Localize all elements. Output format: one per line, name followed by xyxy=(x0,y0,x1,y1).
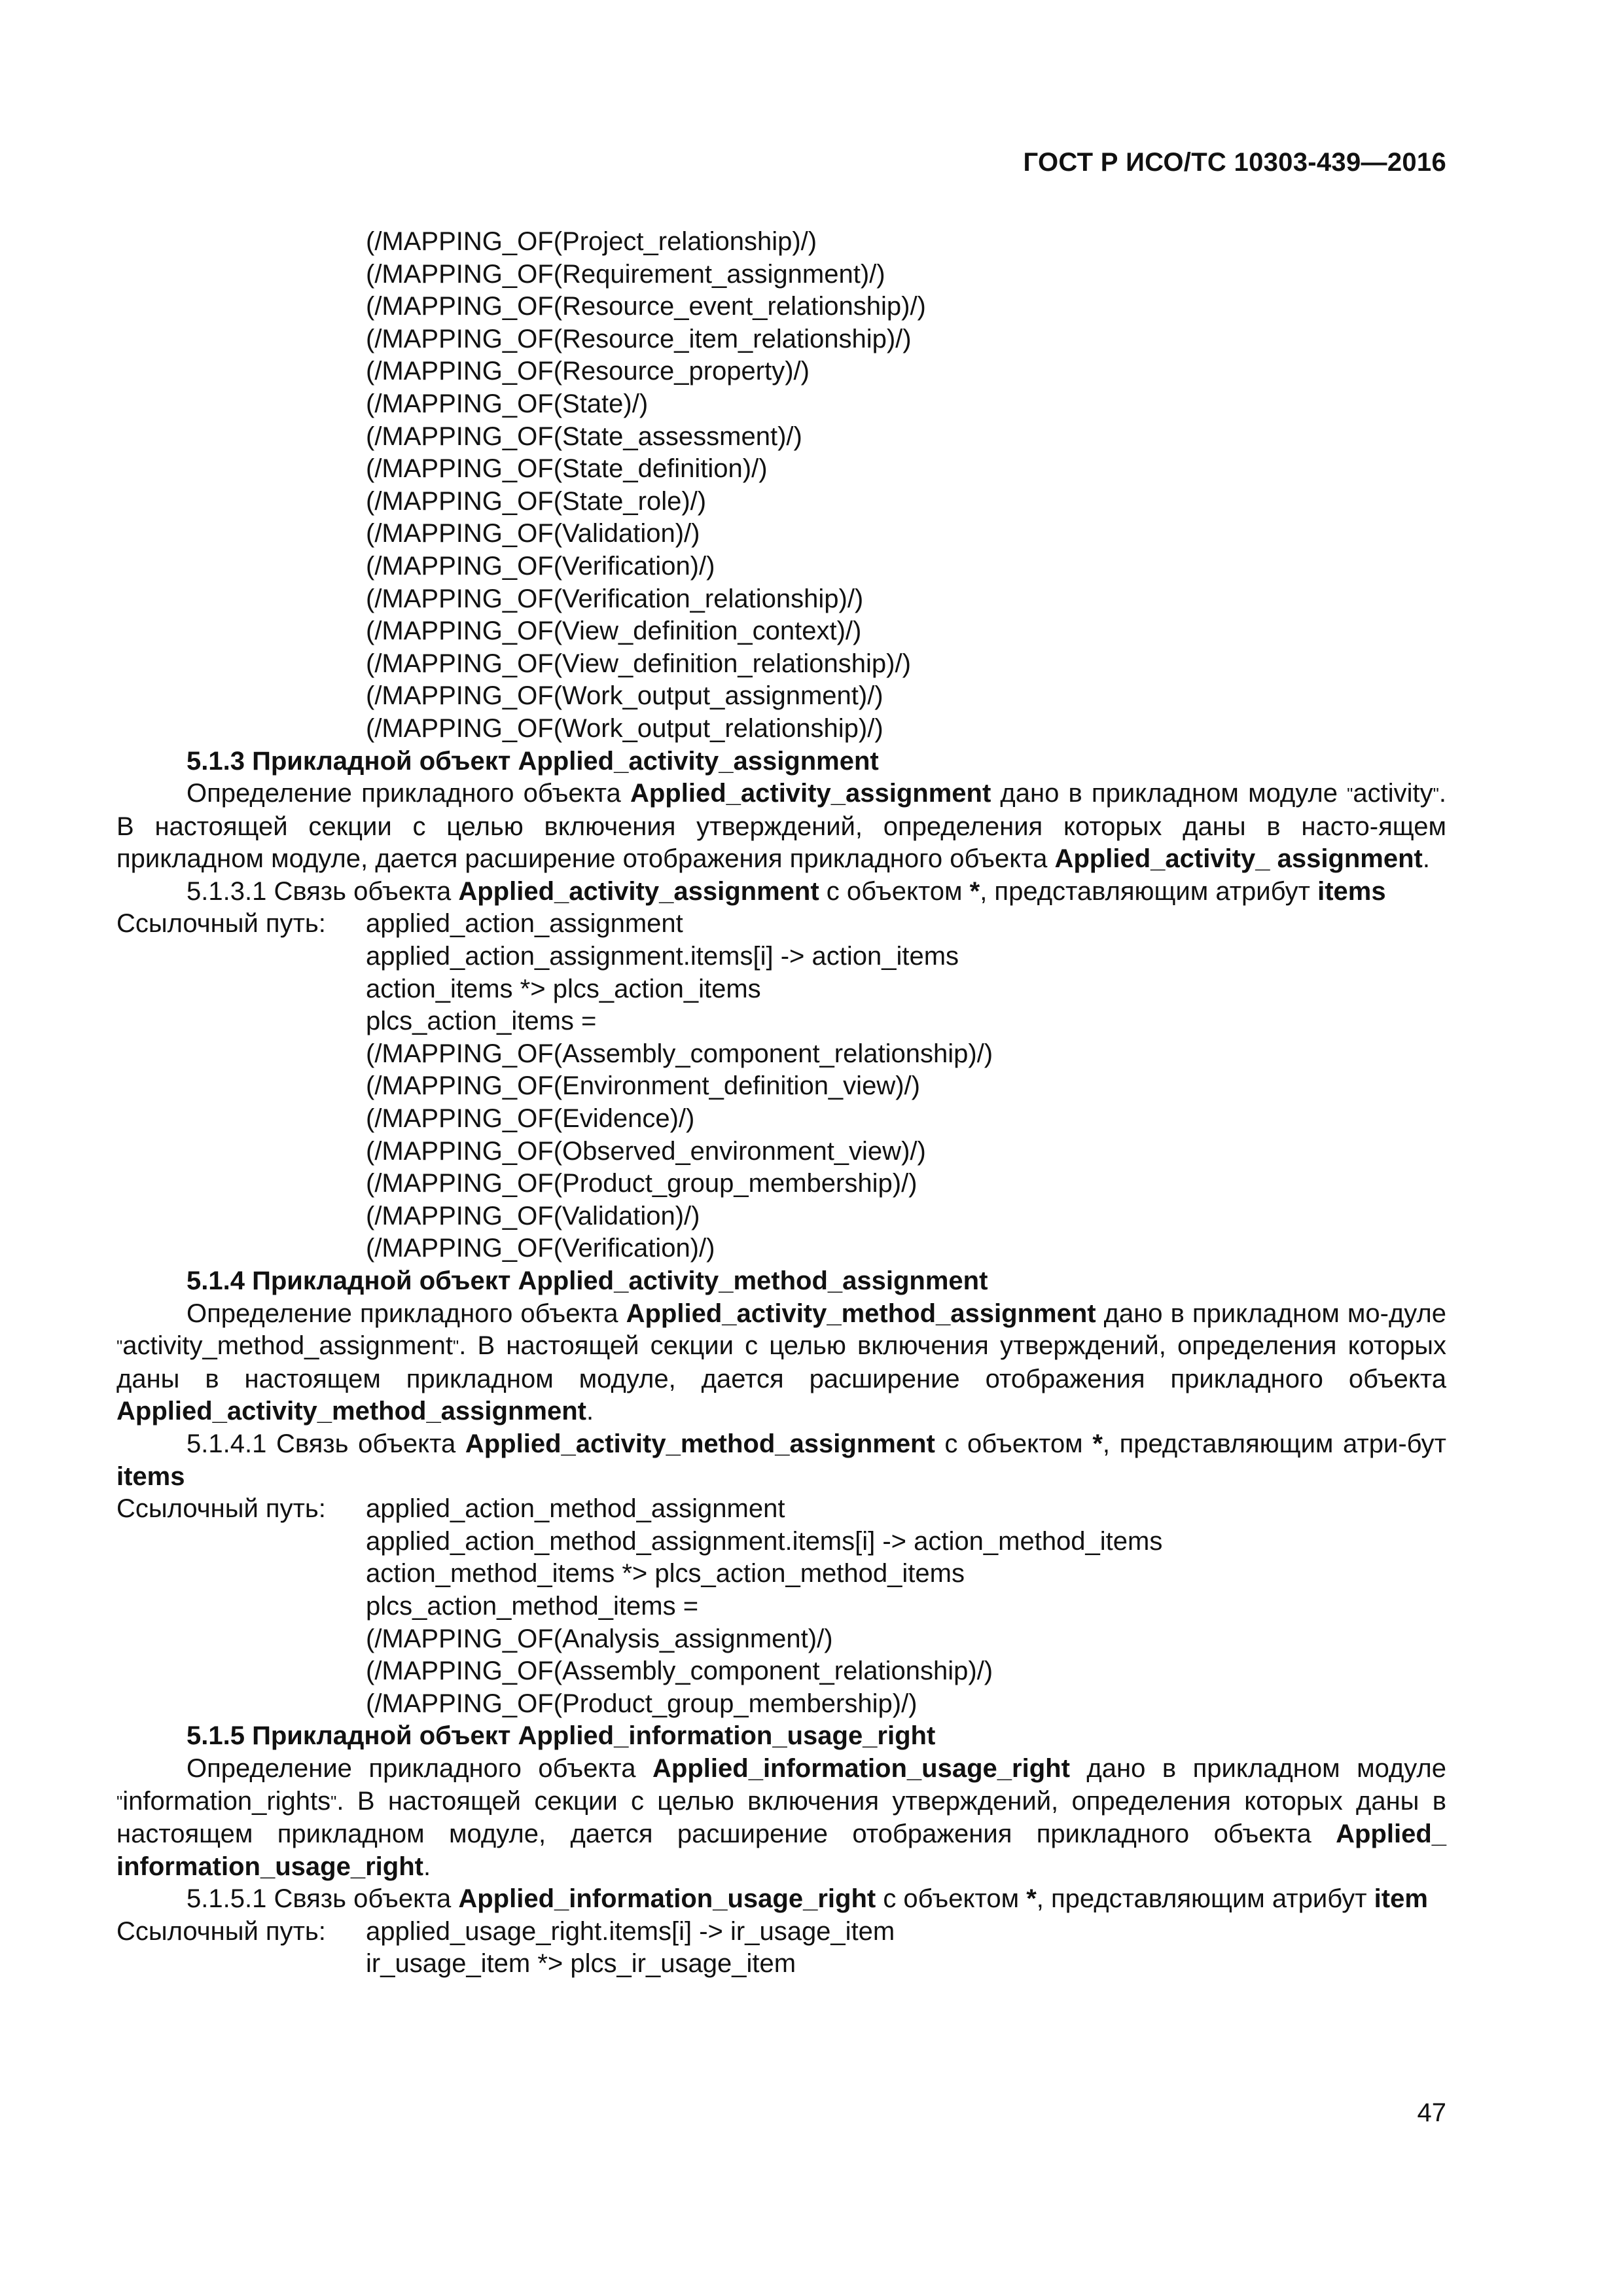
quote-mark: " xyxy=(452,1336,459,1357)
mapping-line: (/MAPPING_OF(View_definition_context)/) xyxy=(366,617,862,646)
reference-path-line: (/MAPPING_OF(Environment_definition_view)/) xyxy=(366,1071,920,1101)
quote-mark: " xyxy=(116,1336,123,1357)
section-heading-5-1-3: 5.1.3 Прикладной объект Applied_activity_assignment xyxy=(187,746,879,776)
reference-path-line: (/MAPPING_OF(Assembly_component_relationship)/) xyxy=(366,1039,993,1068)
attribute-name: items xyxy=(1317,876,1386,906)
reference-path-line: ir_usage_item *> plcs_ir_usage_item xyxy=(366,1949,796,1979)
entity-name: * xyxy=(969,876,980,906)
mapping-line: (/MAPPING_OF(State)/) xyxy=(366,389,649,418)
text: . xyxy=(586,1397,594,1426)
section-definition-5-1-4 xyxy=(116,1298,1446,1428)
entity-name: Applied_activity_ assignment xyxy=(1054,844,1423,874)
text: , представляющим атрибут xyxy=(1036,1884,1374,1914)
text: 5.1.5.1 Связь объекта xyxy=(187,1884,459,1914)
mapping-line: (/MAPPING_OF(Resource_property)/) xyxy=(366,357,810,386)
text: . В настоящей секции с целью включения утверждений, определения которых даны в настоящем прикладном модуле, дается расширение отображения прикладного объекта xyxy=(116,1331,1446,1393)
entity-name: Applied_activity_method_assignment xyxy=(626,1299,1096,1328)
reference-path-line: (/MAPPING_OF(Verification)/) xyxy=(366,1234,715,1263)
entity-name: * xyxy=(1026,1884,1037,1914)
text: , представляющим атри-бут xyxy=(1102,1429,1446,1458)
quote-mark: " xyxy=(330,1791,337,1812)
mapping-line: (/MAPPING_OF(View_definition_relationship)/) xyxy=(366,649,911,678)
reference-path-5-1-4-1 xyxy=(116,1493,1446,1526)
attribute-name: items xyxy=(116,1462,185,1491)
module-name: activity xyxy=(1353,779,1433,808)
text: Определение прикладного объекта xyxy=(187,1299,626,1328)
subsection-5-1-5-1 xyxy=(116,1883,1446,1916)
subsection-5-1-3-1 xyxy=(116,876,1446,908)
text: дано в прикладном модуле xyxy=(1069,1753,1447,1783)
text: с объектом xyxy=(819,876,970,906)
section-heading-5-1-4: 5.1.4 Прикладной объект Applied_activity_method_assignment xyxy=(187,1266,988,1295)
module-name: information_rights xyxy=(122,1786,331,1816)
quote-mark: " xyxy=(116,1791,123,1812)
reference-path-label: Ссылочный путь: xyxy=(116,909,326,939)
section-heading-5-1-5: 5.1.5 Прикладной объект Applied_information_usage_right xyxy=(187,1721,936,1751)
reference-path-line: applied_action_assignment xyxy=(366,909,683,939)
reference-path-line: (/MAPPING_OF(Observed_environment_view)/) xyxy=(366,1136,926,1166)
mapping-line: (/MAPPING_OF(Requirement_assignment)/) xyxy=(366,259,885,289)
mapping-line: (/MAPPING_OF(Resource_event_relationship)/) xyxy=(366,292,926,321)
reference-path-line: (/MAPPING_OF(Product_group_membership)/) xyxy=(366,1169,918,1198)
text: 5.1.4.1 Связь объекта xyxy=(187,1429,465,1458)
module-name: activity_method_assignment xyxy=(122,1331,453,1361)
entity-name: * xyxy=(1092,1429,1103,1458)
mapping-line: (/MAPPING_OF(State_role)/) xyxy=(366,486,707,516)
reference-path-line: action_method_items *> plcs_action_method_items xyxy=(366,1559,965,1588)
entity-name: Applied_activity_method_assignment xyxy=(465,1429,935,1458)
mapping-line: (/MAPPING_OF(Verification_relationship)/) xyxy=(366,584,864,613)
entity-name: Applied_information_usage_right xyxy=(652,1753,1070,1783)
section-definition-5-1-3 xyxy=(116,778,1446,876)
mapping-line: (/MAPPING_OF(Work_output_relationship)/) xyxy=(366,713,883,743)
reference-path-line: applied_usage_right.items[i] -> ir_usage_item xyxy=(366,1916,895,1946)
entity-name: Applied_information_usage_right xyxy=(458,1884,876,1914)
section-definition-5-1-5 xyxy=(116,1753,1446,1883)
text: дано в прикладном мо-дуле xyxy=(1096,1299,1447,1328)
mapping-line: (/MAPPING_OF(Resource_item_relationship)/) xyxy=(366,324,912,353)
page-number: 47 xyxy=(1417,2098,1446,2127)
reference-path-5-1-5-1 xyxy=(116,1916,1446,1948)
reference-path-line: (/MAPPING_OF(Product_group_membership)/) xyxy=(366,1689,918,1718)
text: с объектом xyxy=(935,1429,1093,1458)
text: , представляющим атрибут xyxy=(980,876,1318,906)
entity-name: Applied_activity_assignment xyxy=(630,779,991,808)
entity-name: Applied_ information_usage_right xyxy=(116,1820,1446,1881)
quote-mark: " xyxy=(1347,784,1353,804)
page-body xyxy=(116,226,1446,1981)
reference-path-line: action_items *> plcs_action_items xyxy=(366,974,761,1003)
entity-name: Applied_activity_method_assignment xyxy=(116,1397,586,1426)
mapping-line: (/MAPPING_OF(Verification)/) xyxy=(366,551,715,581)
reference-path-line: (/MAPPING_OF(Evidence)/) xyxy=(366,1104,695,1134)
mapping-list-continued xyxy=(116,226,1446,745)
page-header-standard-id: ГОСТ Р ИСО/ТС 10303-439—2016 xyxy=(1023,148,1446,177)
text: . xyxy=(423,1852,431,1881)
reference-path-line: plcs_action_items = xyxy=(366,1007,597,1036)
quote-mark: " xyxy=(1433,784,1439,804)
mapping-line: (/MAPPING_OF(State_definition)/) xyxy=(366,454,768,484)
mapping-line: (/MAPPING_OF(Project_relationship)/) xyxy=(366,227,817,256)
text: . xyxy=(1422,844,1430,874)
mapping-line: (/MAPPING_OF(Validation)/) xyxy=(366,519,700,548)
text: . В настоящей секции с целью включения утверждений, определения которых даны в насто-ящем прикладном модуле, дается расширение отображения прикладного объекта xyxy=(116,779,1446,874)
reference-path-line: (/MAPPING_OF(Validation)/) xyxy=(366,1201,700,1230)
text: Определение прикладного объекта xyxy=(187,1753,653,1783)
reference-path-5-1-3-1 xyxy=(116,908,1446,941)
reference-path-label: Ссылочный путь: xyxy=(116,1916,326,1946)
entity-name: Applied_activity_assignment xyxy=(458,876,819,906)
reference-path-line: applied_action_assignment.items[i] -> action_items xyxy=(366,942,959,971)
reference-path-line: applied_action_method_assignment.items[i] -> action_method_items xyxy=(366,1526,1163,1556)
attribute-name: item xyxy=(1374,1884,1428,1914)
mapping-line: (/MAPPING_OF(State_assessment)/) xyxy=(366,422,802,451)
text: Определение прикладного объекта xyxy=(187,779,630,808)
text: . В настоящей секции с целью включения утверждений, определения которых даны в настоящем прикладном модуле, дается расширение отображения прикладного объекта xyxy=(116,1786,1446,1849)
reference-path-line: plcs_action_method_items = xyxy=(366,1591,699,1621)
reference-path-line: (/MAPPING_OF(Analysis_assignment)/) xyxy=(366,1624,833,1653)
text: дано в прикладном модуле xyxy=(991,779,1347,808)
text: 5.1.3.1 Связь объекта xyxy=(187,876,459,906)
mapping-line: (/MAPPING_OF(Work_output_assignment)/) xyxy=(366,681,883,711)
reference-path-line: (/MAPPING_OF(Assembly_component_relationship)/) xyxy=(366,1657,993,1686)
reference-path-line: applied_action_method_assignment xyxy=(366,1494,785,1524)
reference-path-label: Ссылочный путь: xyxy=(116,1494,326,1524)
subsection-5-1-4-1 xyxy=(116,1428,1446,1493)
text: с объектом xyxy=(876,1884,1027,1914)
